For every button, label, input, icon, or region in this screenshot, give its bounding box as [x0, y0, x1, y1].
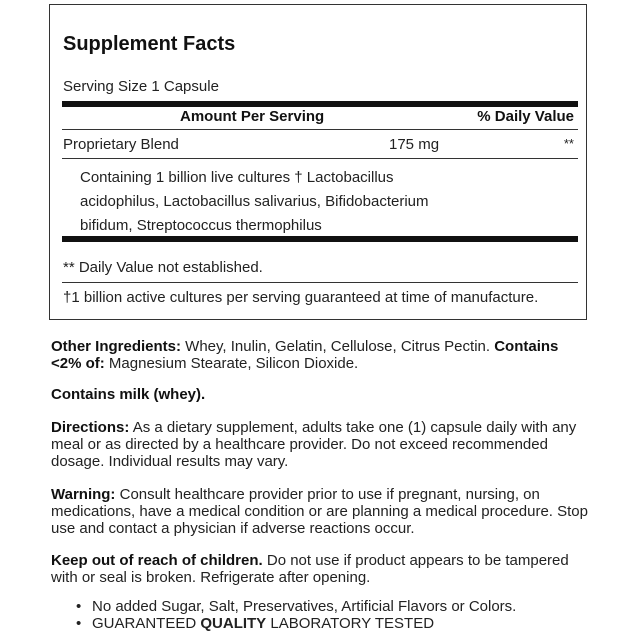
warning-label: Warning:: [51, 486, 116, 503]
warning-text: Consult healthcare provider prior to use if pregnant, nursing, on medications, have a medical condition or are planning a medical procedure. Stop use and contact a physician if adverse reactions occur.: [51, 486, 588, 537]
blend-contents-line: bifidum, Streptococcus thermophilus: [80, 217, 322, 234]
list-item: [76, 598, 516, 615]
claim-text-bold: QUALITY: [200, 615, 267, 632]
other-ingredients: [51, 338, 591, 372]
milk-allergen: [51, 386, 591, 403]
directions-label: Directions:: [51, 419, 130, 436]
other-ingredients-text: Whey, Inulin, Gelatin, Cellulose, Citrus Pectin.: [181, 338, 495, 355]
blend-daily-value: **: [563, 136, 574, 151]
supplement-facts-panel: [49, 4, 587, 320]
blend-amount: 175 mg: [389, 136, 440, 153]
footnote-rule: [62, 282, 578, 283]
children-text: Do not use if product appears to be tampered with or seal is broken. Refrigerate after opening.: [51, 552, 569, 586]
header-divider-bar: [62, 101, 578, 107]
daily-value-header: % Daily Value: [477, 108, 574, 125]
warning: [51, 486, 591, 537]
claim-text-pre: GUARANTEED: [92, 615, 201, 632]
other-ingredients-label: Other Ingredients:: [51, 338, 182, 355]
list-item: [76, 615, 516, 632]
claim-text-post: LABORATORY TESTED: [266, 615, 435, 632]
footer-divider-bar: [62, 236, 578, 242]
cultures-footnote: †1 billion active cultures per serving guaranteed at time of manufacture.: [63, 289, 539, 306]
directions: [51, 419, 591, 470]
blend-name: Proprietary Blend: [63, 136, 179, 153]
directions-text: As a dietary supplement, adults take one (1) capsule daily with any meal or as directed by a healthcare provider. Do not exceed recommended dosage. Individual results may vary.: [51, 419, 577, 470]
children-label: Keep out of reach of children.: [51, 552, 263, 569]
header-rule: [62, 129, 578, 130]
blend-rule: [62, 158, 578, 159]
bullet-icon: •: [76, 598, 82, 615]
bullet-icon: •: [76, 615, 82, 632]
claim-text: No added Sugar, Salt, Preservatives, Artificial Flavors or Colors.: [92, 598, 517, 615]
amount-per-serving-header: Amount Per Serving: [180, 108, 325, 125]
serving-size: Serving Size 1 Capsule: [63, 78, 219, 95]
milk-allergen-text: Contains milk (whey).: [51, 386, 206, 403]
contains-text: Magnesium Stearate, Silicon Dioxide.: [104, 355, 359, 372]
blend-contents-line: acidophilus, Lactobacillus salivarius, Bifidobacterium: [80, 193, 429, 210]
blend-contents: [80, 166, 480, 238]
blend-contents-line: Containing 1 billion live cultures † Lactobacillus: [80, 169, 394, 186]
daily-value-footnote: ** Daily Value not established.: [63, 259, 263, 276]
contains-label: Contains <2% of:: [51, 338, 559, 372]
children-warning: [51, 552, 591, 586]
facts-title: Supplement Facts: [63, 33, 236, 55]
claims-list: [76, 598, 516, 632]
